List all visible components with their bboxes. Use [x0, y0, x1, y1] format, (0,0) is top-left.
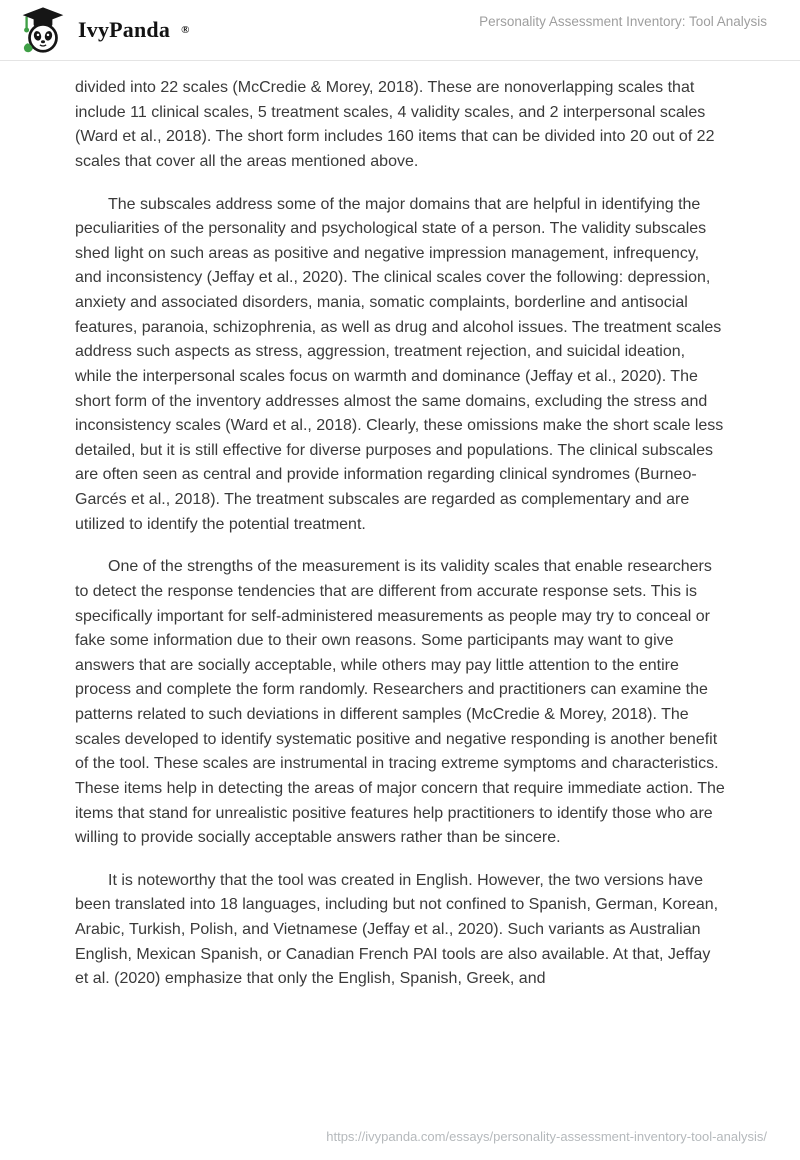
registered-trademark: ® — [181, 24, 190, 36]
paragraph: One of the strengths of the measurement is its validity scales that enable researchers to detect the response tendencies that are different from accurate response sets. This is specifically important for self-administered measurements as people may try to conceal or fake some information due to their own reasons. Some participants may want to give answers that are socially acceptable, while others may pay little attention to the entire process and complete the form randomly. Researchers and practitioners can examine the patterns related to such deviations in different samples (McCredie & Morey, 2018). The scales developed to identify systematic positive and negative responding is another benefit of the tool. These scales are instrumental in tracing extreme symptoms and characteristics. These items help in detecting the areas of major concern that require immediate action. The items that stand for unrealistic positive features help practitioners to identify those who are willing to provide socially acceptable answers rather than be sincere. — [75, 558, 725, 847]
paragraph: It is noteworthy that the tool was created in English. However, the two versions have been translated into 18 languages, including but not confined to Spanish, German, Korean, Arabic, Turkish, Polish, and Vietnamese (Jeffay et al., 2020). Such variants as Australian English, Mexican Spanish, or Canadian French PAI tools are also available. At that, Jeffay et al. (2020) emphasize that only the English, Spanish, Greek, and — [75, 871, 719, 988]
page-footer — [326, 1128, 767, 1146]
paragraph: divided into 22 scales (McCredie & Morey, 2018). These are nonoverlapping scales that include 11 clinical scales, 5 treatment scales, 4 validity scales, and 2 interpersonal scales (Ward et al., 2018). The short form includes 160 items that can be divided into 20 out of 22 scales that cover all the areas mentioned above. — [75, 79, 715, 170]
document-title: Personality Assessment Inventory: Tool Analysis — [479, 14, 767, 29]
paragraph: The subscales address some of the major domains that are helpful in identifying the peculiarities of the personality and psychological state of a person. The validity subscales shed light on such areas as positive and negative impression management, infrequency, and inconsistency (Jeffay et al., 2020). The clinical scales cover the following: depression, anxiety and associated disorders, mania, somatic complaints, borderline and antisocial features, paranoia, schizophrenia, as well as drug and alcohol issues. The treatment scales address such aspects as stress, aggression, treatment rejection, and suicidal ideation, while the interpersonal scales focus on warmth and dominance (Jeffay et al., 2020). The short form of the inventory addresses almost the same domains, excluding the stress and inconsistency scales (Ward et al., 2018). Clearly, these omissions make the short scale less detailed, but it is still effective for diverse purposes and populations. The clinical subscales are often seen as central and provide information regarding clinical syndromes (Burneo-Garcés et al., 2018). The treatment subscales are regarded as complementary and are utilized to identify the potential treatment. — [75, 195, 724, 533]
brand-name: IvyPanda — [78, 17, 171, 42]
page-header — [0, 0, 800, 61]
source-url-link[interactable]: https://ivypanda.com/essays/personality-assessment-inventory-tool-analysis/ — [326, 1129, 767, 1144]
brand[interactable] — [18, 5, 189, 55]
essay-body — [0, 61, 800, 992]
ivypanda-logo-icon — [18, 5, 68, 55]
